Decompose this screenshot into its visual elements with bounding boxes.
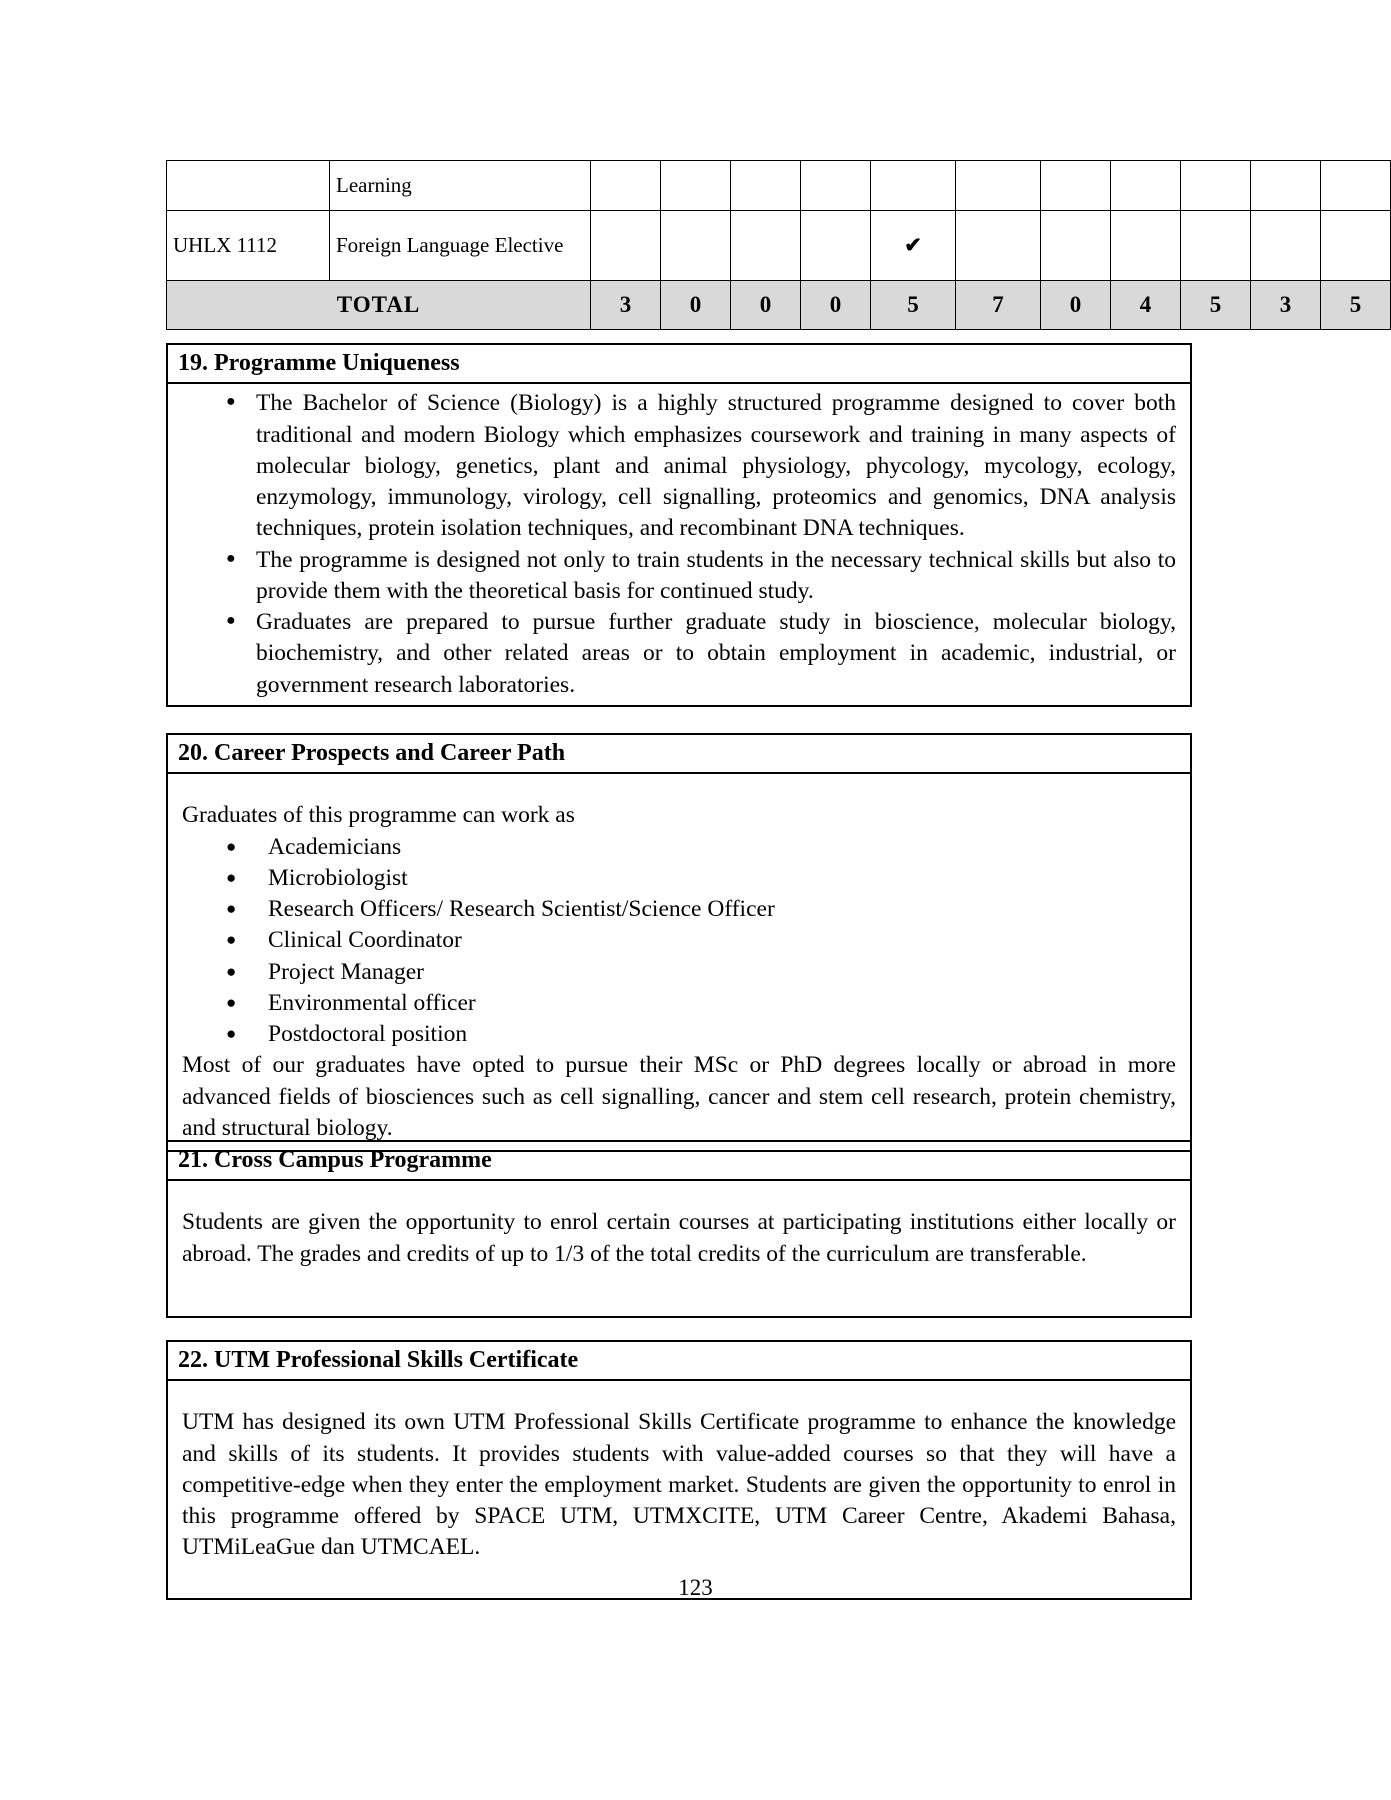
credit-cell	[1181, 211, 1251, 281]
career-intro: Graduates of this programme can work as	[182, 802, 575, 829]
section-professional-skills	[166, 1340, 1192, 1600]
table-row	[167, 211, 1391, 281]
list-item: ● The Bachelor of Science (Biology) is a highly structured programme designed to cover both traditional and modern Biology which emphasizes coursework and training in many aspects of molecular biology, genetics, plant and animal physiology, phycology, mycology, ecology, enzymology, immunology, virology, cell signalling, proteomics and genomics, DNA analysis techniques, protein isolation techniques, and recombinant DNA techniques.	[226, 388, 1176, 544]
credit-cell	[956, 161, 1041, 211]
course-name-cell: Learning	[330, 161, 591, 211]
credit-cell	[591, 211, 661, 281]
spacer	[182, 1385, 1176, 1407]
cross-campus-body: Students are given the opportunity to enrol certain courses at participating institutions either locally or abroad. The grades and credits of up to 1/3 of the total credits of the curriculum are transferable.	[182, 1209, 1176, 1267]
section-content	[168, 1381, 1190, 1597]
credit-cell	[871, 161, 956, 211]
checkmark-icon: ✔	[871, 211, 956, 281]
credit-cell	[661, 161, 731, 211]
credit-cell	[1251, 211, 1321, 281]
list-item: ● Clinical Coordinator	[226, 925, 1176, 956]
credit-cell	[801, 161, 871, 211]
credit-cell	[1041, 211, 1111, 281]
list-item: ● Environmental officer	[226, 988, 1176, 1019]
career-outro: Most of our graduates have opted to pursue their MSc or PhD degrees locally or abroad in more advanced fields of biosciences such as cell signalling, cancer and stem cell research, protein chemistry, and structural biology.	[182, 1052, 1176, 1141]
uniqueness-list	[182, 388, 1176, 701]
total-cell: 7	[956, 281, 1041, 330]
credit-cell	[1321, 161, 1391, 211]
total-cell: 0	[801, 281, 871, 330]
credit-cell	[731, 161, 801, 211]
career-list	[182, 832, 1176, 1051]
section-cross-campus	[166, 1140, 1192, 1318]
section-heading: 22. UTM Professional Skills Certificate	[168, 1342, 1190, 1381]
total-cell: 3	[591, 281, 661, 330]
list-item: ● Postdoctoral position	[226, 1019, 1176, 1050]
total-cell: 3	[1251, 281, 1321, 330]
total-cell: 0	[1041, 281, 1111, 330]
total-cell: 0	[661, 281, 731, 330]
credit-cell	[1181, 161, 1251, 211]
spacer	[182, 1185, 1176, 1207]
credit-cell	[801, 211, 871, 281]
course-code-cell: UHLX 1112	[167, 211, 330, 281]
course-code-cell	[167, 161, 330, 211]
list-item: ● Microbiologist	[226, 863, 1176, 894]
section-heading: 19. Programme Uniqueness	[168, 345, 1190, 384]
section-content	[168, 384, 1190, 705]
course-credit-table	[166, 160, 1391, 330]
page-number: 123	[678, 1575, 713, 1600]
credit-cell	[1251, 161, 1321, 211]
list-item: ● The programme is designed not only to train students in the necessary technical skills but also to provide them with the theoretical basis for continued study.	[226, 545, 1176, 608]
list-item: ● Research Officers/ Research Scientist/Science Officer	[226, 894, 1176, 925]
list-item: ● Project Manager	[226, 957, 1176, 988]
total-cell: 5	[1181, 281, 1251, 330]
total-cell: 4	[1111, 281, 1181, 330]
section-heading: 20. Career Prospects and Career Path	[168, 735, 1190, 774]
professional-skills-body: UTM has designed its own UTM Professional Skills Certificate programme to enhance the knowledge and skills of its students. It provides students with value-added courses so that they will have a competitive-edge when they enter the employment market. Students are given the opportunity to enrol in this programme offered by SPACE UTM, UTMXCITE, UTM Career Centre, Akademi Bahasa, UTMiLeaGue dan UTMCAEL.	[182, 1409, 1176, 1561]
table-row	[167, 161, 1391, 211]
section-content	[168, 1181, 1190, 1316]
section-heading: 21. Cross Campus Programme	[168, 1142, 1190, 1181]
total-label: TOTAL	[167, 281, 591, 330]
total-cell: 5	[871, 281, 956, 330]
credit-cell	[591, 161, 661, 211]
section-programme-uniqueness	[166, 343, 1192, 707]
credit-cell	[731, 211, 801, 281]
list-item: ● Graduates are prepared to pursue further graduate study in bioscience, molecular biology, biochemistry, and other related areas or to obtain employment in academic, industrial, or government research laboratories.	[226, 607, 1176, 701]
credit-cell	[1041, 161, 1111, 211]
list-item: ● Academicians	[226, 832, 1176, 863]
spacer	[182, 778, 1176, 800]
section-content	[168, 774, 1190, 1150]
section-career-prospects	[166, 733, 1192, 1152]
course-name-cell: Foreign Language Elective	[330, 211, 591, 281]
total-cell: 5	[1321, 281, 1391, 330]
credit-cell	[1111, 161, 1181, 211]
credit-cell	[1111, 211, 1181, 281]
credit-cell	[1321, 211, 1391, 281]
credit-cell	[956, 211, 1041, 281]
total-cell: 0	[731, 281, 801, 330]
credit-cell	[661, 211, 731, 281]
table-total-row	[167, 281, 1391, 330]
